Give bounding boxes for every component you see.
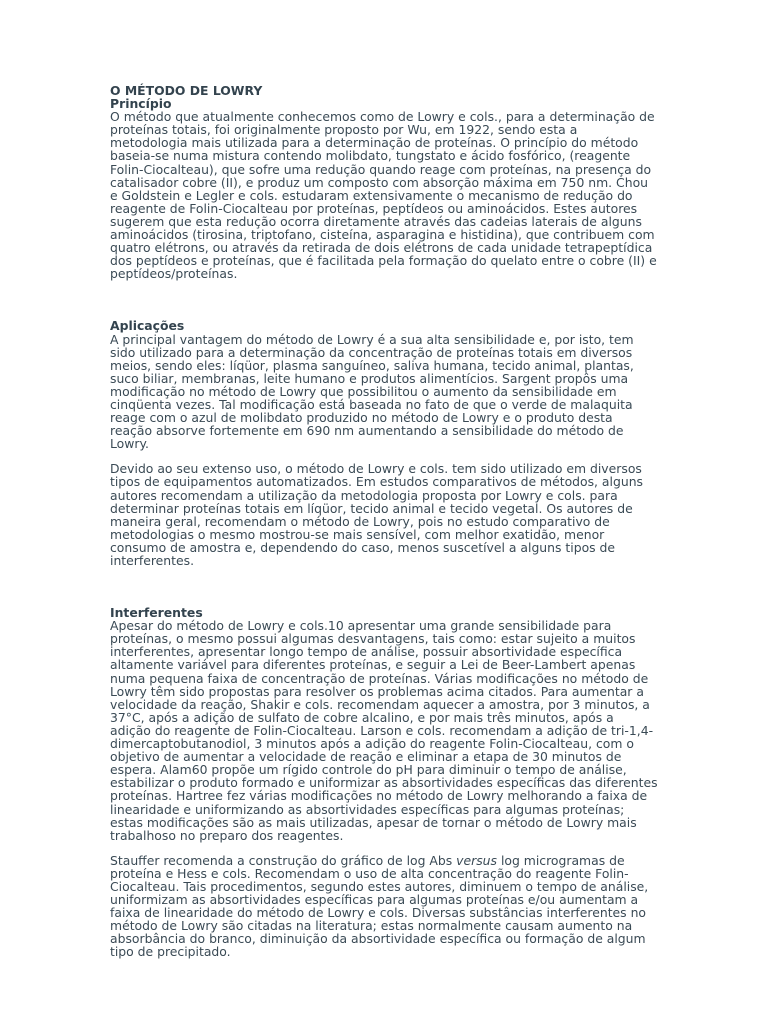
document-body [110,84,658,959]
aplicacoes-paragraph-2: Devido ao seu extenso uso, o método de Lowry e cols. tem sido utilizado em diversos tipos de equipamentos automatizados. Em estudos comparativos de métodos, alguns autores recomendam a utilização da metodologia proposta por Lowry e cols. para determinar proteínas totais em líqüor, tecido animal e tecido vegetal. Os autores de maneira geral, recomendam o método de Lowry, pois no estudo comparativo de metodologias o mesmo mostrou-se mais sensível, com melhor exatidão, menor consumo de amostra e, dependendo do caso, menos suscetível a alguns tipos de interferentes. [110,461,643,568]
versus-italic: versus [456,852,497,868]
interferentes-paragraph-1: Apesar do método de Lowry e cols.10 apresentar uma grande sensibilidade para proteínas, o mesmo possui algumas desvantagens, tais como: estar sujeito a muitos interferentes, apresentar longo tempo de análise, possuir absortividade específica altamente variável para diferentes proteínas, e seguir a Lei de Beer-Lambert apenas numa pequena faixa de concentração de proteínas. Várias modificações no método de Lowry têm sido propostas para resolver os problemas acima citados. Para aumentar a velocidade da reação, Shakir e cols. recomendam aquecer a amostra, por 3 minutos, a 37°C, após a adição de sulfato de cobre alcalino, e por mais três minutos, após a adição do reagente de Folin-Ciocalteau. Larson e cols. recomendam a adição de tri-1,4-dimercaptobutanodiol, 3 minutos após a adição do reagente Folin-Ciocalteau, com o objetivo de aumentar a velocidade de reação e eliminar a etapa de 30 minutos de espera. Alam60 propõe um rígido controle do pH para diminuir o tempo de análise, estabilizar o produto formado e uniformizar as absortividades específicas das diferentes proteínas. Hartree fez várias modificações no método de Lowry melhorando a faixa de linearidade e uniformizando as absortividades específicas para algumas proteínas; estas modificações são as mais utilizadas, apesar de tornar o método de Lowry mais trabalhoso no preparo dos reagentes. [110,618,658,843]
interferentes-paragraph-2-end: log microgramas de proteína e Hess e cols. Recomendam o uso de alta concentração do reagente Folin-Ciocalteau. Tais procedimentos, segundo estes autores, diminuem o tempo de análise, uniformizam as absortividades específicas para algumas proteínas e/ou aumentam a faixa de linearidade do método de Lowry e cols. Diversas substâncias interferentes no método de Lowry são citadas na literatura; estas normalmente causam aumento na absorbância do branco, diminuição da absortividade específica ou formação de algum tipo de precipitado. [110,852,649,960]
section-heading-principio: Princípio [110,96,172,112]
interferentes-paragraph-2-start: Stauffer recomenda a construção do gráfico de log Abs [110,852,457,868]
section-heading-aplicacoes: Aplicações [110,318,185,334]
section-aplicacoes [110,319,658,567]
section-heading-interferentes: Interferentes [110,605,203,621]
principio-paragraph: O método que atualmente conhecemos como de Lowry e cols., para a determinação de proteínas totais, foi originalmente proposto por Wu, em 1922, sendo esta a metodologia mais utilizada para a determinação de proteínas. O princípio do método baseia-se numa mistura contendo molibdato, tungstato e ácido fosfórico, (reagente Folin-Ciocalteau), que sofre uma redução quando reage com proteínas, na presença do catalisador cobre (II), e produz um composto com absorção máxima em 750 nm. Chou e Goldstein e Legler e cols. estudaram extensivamente o mecanismo de redução do reagente de Folin-Ciocalteau por proteínas, peptídeos ou aminoácidos. Estes autores sugerem que esta redução ocorra diretamente através das cadeias laterais de alguns aminoácidos (tirosina, triptofano, cisteína, asparagina e histidina), que contribuem com quatro elétrons, ou através da retirada de dois elétrons de cada unidade tetrapeptídica dos peptídeos e proteínas, que é facilitada pela formação do quelato entre o cobre (II) e peptídeos/proteínas. [110,109,657,282]
section-principio [110,97,658,280]
interferentes-paragraph-2 [110,854,658,959]
document-title: O MÉTODO DE LOWRY [110,83,263,98]
section-interferentes [110,606,658,958]
aplicacoes-paragraph-1: A principal vantagem do método de Lowry é a sua alta sensibilidade e, por isto, tem sido utilizado para a determinação da concentração de proteínas totais em diversos meios, sendo eles: líqüor, plasma sanguíneo, saliva humana, tecido animal, plantas, suco biliar, membranas, leite humano e produtos alimentícios. Sargent propôs uma modificação no método de Lowry que possibilitou o aumento da sensibilidade em cinqüenta vezes. Tal modificação está baseada no fato de que o verde de malaquita reage com o azul de molibdato produzido no método de Lowry e o produto desta reação absorve fortemente em 690 nm aumentando a sensibilidade do método de Lowry. [110,331,634,452]
